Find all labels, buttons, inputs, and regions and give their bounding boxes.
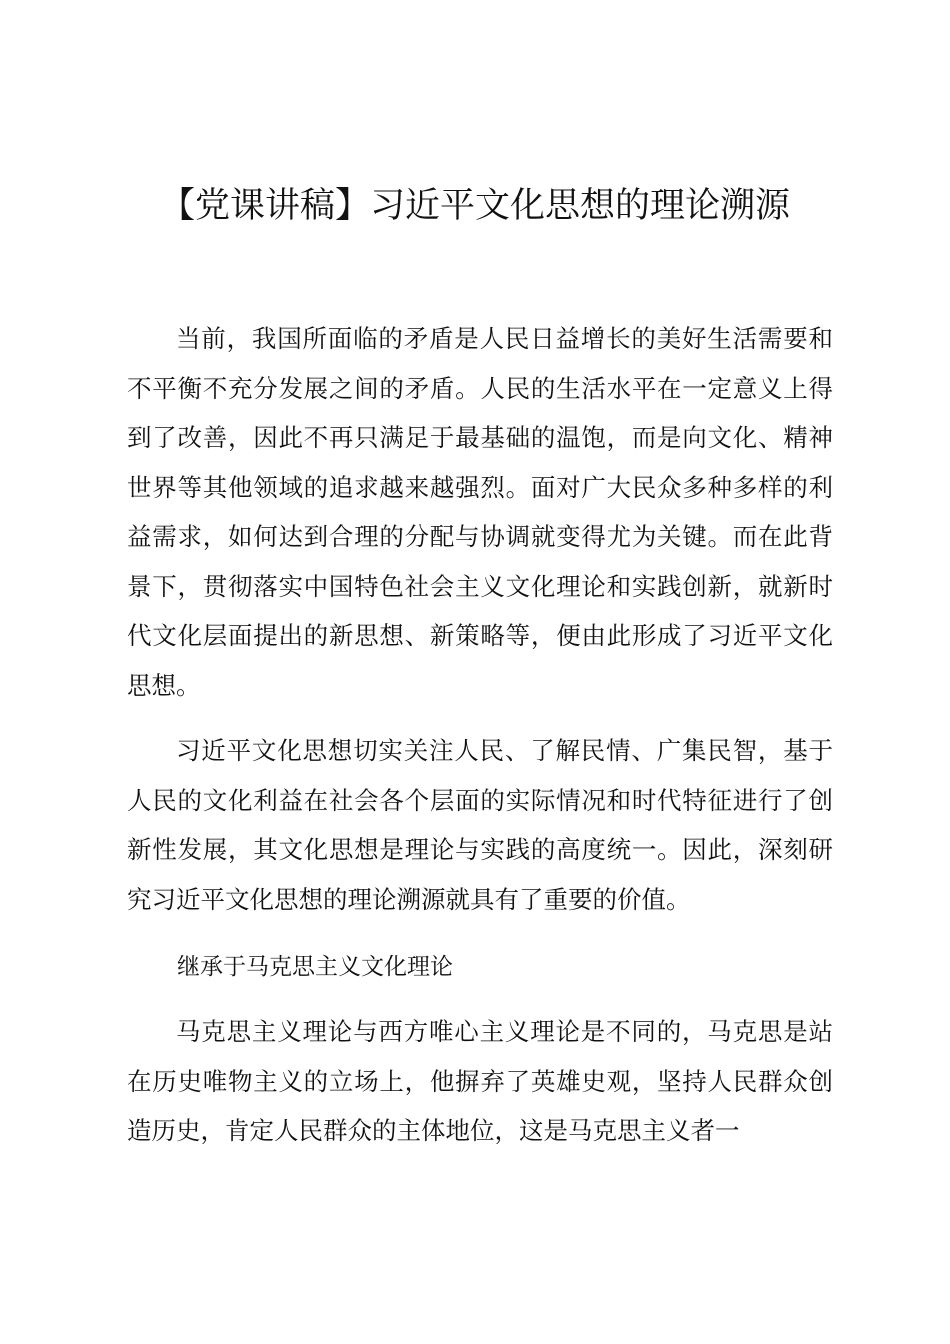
paragraph-text: 马克思主义理论与西方唯心主义理论是不同的，马克思是站在历史唯物主义的立场上，他摒弃了英雄史观，坚持人民群众创造历史，肯定人民群众的主体地位，这是马克思主义者一 (127, 1017, 833, 1145)
paragraph-1 (127, 314, 833, 710)
document-title: 【党课讲稿】习近平文化思想的理论溯源 (159, 186, 790, 226)
paragraph-text: 当前，我国所面临的矛盾是人民日益增长的美好生活需要和不平衡不充分发展之间的矛盾。人民的生活水平在一定意义上得到了改善，因此不再只满足于最基础的温饱，而是向文化、精神世界等其他领域的追求越来越强烈。面对广大民众多种多样的利益需求，如何达到合理的分配与协调就变得尤为关键。而在此背景下，贯彻落实中国特色社会主义文化理论和实践创新，就新时代文化层面提出的新思想、新策略等，便由此形成了习近平文化思想。 (127, 324, 833, 700)
paragraph-3 (127, 1007, 833, 1156)
paragraph-2 (127, 726, 833, 924)
section-heading: 继承于马克思主义文化理论 (177, 954, 453, 980)
paragraph-text: 习近平文化思想切实关注人民、了解民情、广集民智，基于人民的文化利益在社会各个层面的实际情况和时代特征进行了创新性发展，其文化思想是理论与实践的高度统一。因此，深刻研究习近平文化思想的理论溯源就具有了重要的价值。 (127, 736, 833, 914)
